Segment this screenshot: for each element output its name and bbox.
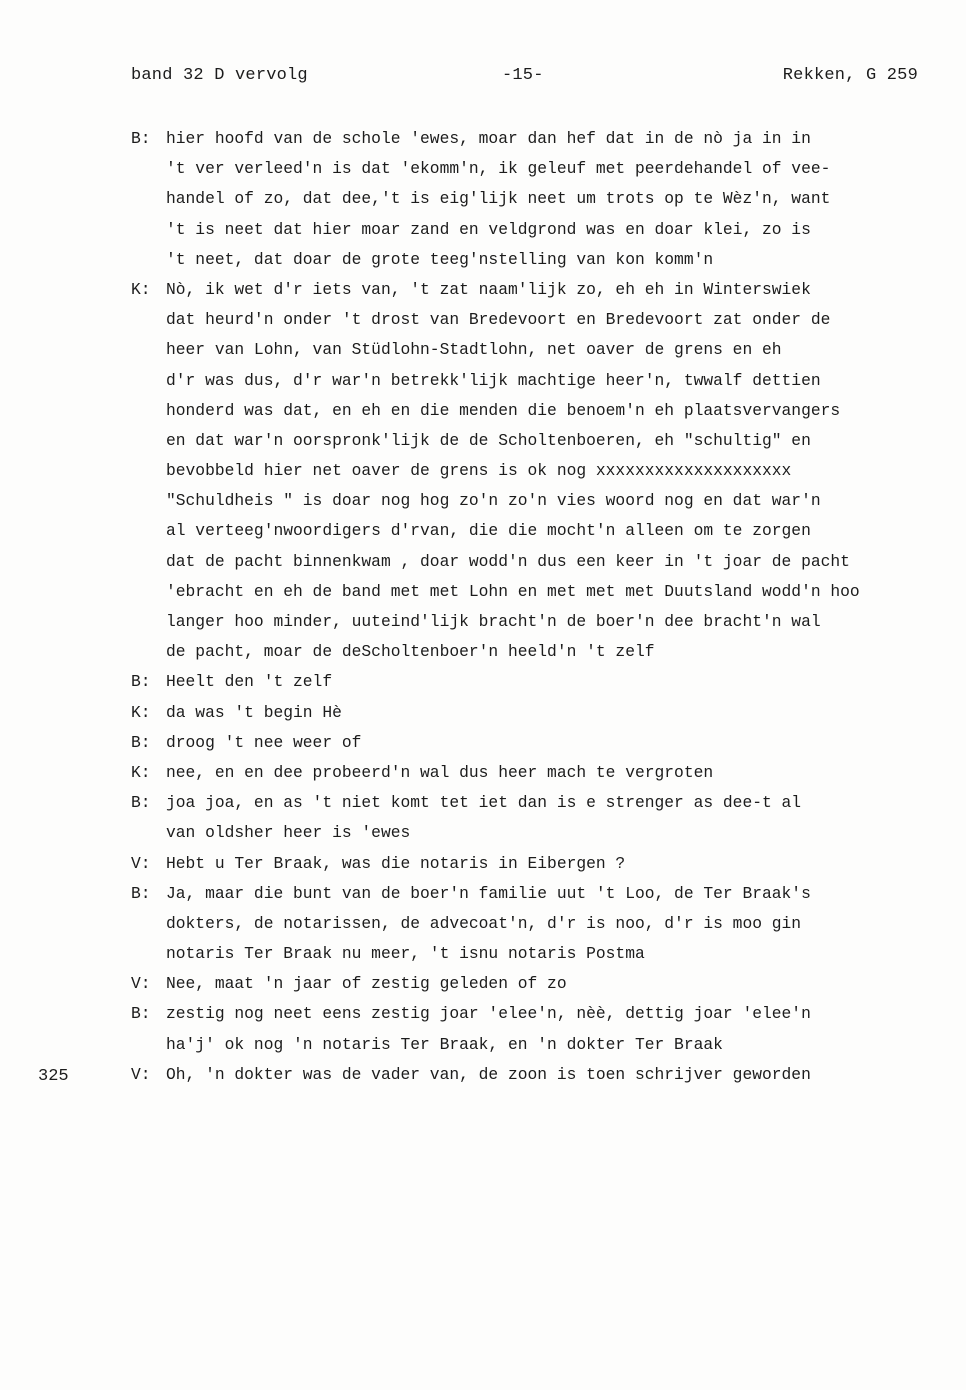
transcript-line bbox=[131, 547, 946, 577]
transcript-line bbox=[131, 1030, 946, 1060]
speaker-label bbox=[131, 426, 166, 456]
transcript-line bbox=[131, 909, 946, 939]
transcript-line bbox=[131, 879, 946, 909]
transcript-line bbox=[131, 516, 946, 546]
page-number: -15- bbox=[502, 66, 544, 85]
line-text: al verteeg'nwoordigers d'rvan, die die mocht'n alleen om te zorgen bbox=[166, 521, 811, 541]
speaker-label: B: bbox=[131, 1004, 151, 1024]
margin-counter-note: 325 bbox=[38, 1067, 69, 1086]
speaker-label bbox=[131, 396, 166, 426]
line-text: 't neet, dat doar de grote teeg'nstelling van kon komm'n bbox=[166, 249, 714, 269]
line-text: hier hoofd van de schole 'ewes, moar dan hef dat in de nò ja in in bbox=[166, 129, 811, 148]
line-text: Nee, maat 'n jaar of zestig geleden of zo bbox=[166, 974, 567, 994]
transcript-line bbox=[131, 939, 946, 969]
transcript-line bbox=[131, 637, 946, 667]
transcript-line bbox=[131, 788, 946, 818]
transcript-line bbox=[131, 154, 946, 184]
header-band-label: band 32 D vervolg bbox=[131, 66, 308, 85]
speaker-label bbox=[131, 577, 166, 607]
speaker-label: B: bbox=[131, 129, 151, 148]
transcript-line bbox=[131, 969, 946, 999]
line-text: Nò, ik wet d'r iets van, 't zat naam'lijk zo, eh eh in Winterswiek bbox=[166, 279, 811, 299]
transcript-line bbox=[131, 818, 946, 848]
transcript-line bbox=[131, 124, 946, 154]
line-text: d'r was dus, d'r war'n betrekk'lijk machtige heer'n, twwalf dettien bbox=[166, 370, 821, 390]
transcript-line bbox=[131, 758, 946, 788]
speaker-label bbox=[131, 245, 166, 275]
speaker-label: B: bbox=[131, 883, 151, 903]
transcript-line bbox=[131, 849, 946, 879]
speaker-label: V: bbox=[131, 974, 151, 994]
line-text: da was 't begin Hè bbox=[166, 702, 342, 722]
speaker-label bbox=[131, 456, 166, 486]
speaker-label: V: bbox=[131, 1064, 151, 1084]
speaker-label: V: bbox=[131, 853, 151, 873]
speaker-label bbox=[131, 939, 166, 969]
speaker-label: B: bbox=[131, 732, 151, 752]
line-text: dat heurd'n onder 't drost van Bredevoort en Bredevoort zat onder de bbox=[166, 310, 831, 330]
line-text: handel of zo, dat dee,'t is eig'lijk neet um trots op te Wèz'n, want bbox=[166, 189, 831, 209]
line-text: zestig nog neet eens zestig joar 'elee'n, nèè, dettig joar 'elee'n bbox=[166, 1004, 811, 1024]
transcript-line bbox=[131, 698, 946, 728]
line-text: honderd was dat, en eh en die menden die benoem'n eh plaatsvervangers bbox=[166, 400, 841, 420]
line-text: bevobbeld hier net oaver de grens is ok nog xxxxxxxxxxxxxxxxxxxx bbox=[166, 461, 792, 481]
line-text: 'ebracht en eh de band met met Lohn en met met met Duutsland wodd'n hoo bbox=[166, 581, 860, 601]
line-text: joa joa, en as 't niet komt tet iet dan is e strenger as dee-t al bbox=[166, 793, 802, 813]
line-text: dokters, de notarissen, de advecoat'n, d'r is noo, d'r is moo gin bbox=[166, 913, 802, 933]
line-text: nee, en en dee probeerd'n wal dus heer mach te vergroten bbox=[166, 762, 714, 782]
speaker-label bbox=[131, 486, 166, 516]
header-location: Rekken, G 259 bbox=[782, 66, 918, 85]
line-text: dat de pacht binnenkwam , doar wodd'n dus een keer in 't joar de pacht bbox=[166, 551, 850, 571]
speaker-label: K: bbox=[131, 702, 151, 722]
transcript-line bbox=[131, 728, 946, 758]
line-text: Ja, maar die bunt van de boer'n familie uut 't Loo, de Ter Braak's bbox=[166, 883, 811, 903]
speaker-label bbox=[131, 547, 166, 577]
speaker-label bbox=[131, 366, 166, 396]
transcript-body bbox=[131, 124, 946, 1090]
speaker-label: B: bbox=[131, 793, 151, 813]
line-text: Heelt den 't zelf bbox=[166, 672, 333, 692]
speaker-label bbox=[131, 607, 166, 637]
transcript-line bbox=[131, 607, 946, 637]
speaker-label bbox=[131, 184, 166, 214]
line-text: van oldsher heer is 'ewes bbox=[166, 823, 411, 843]
speaker-label: K: bbox=[131, 279, 151, 299]
line-text: Oh, 'n dokter was de vader van, de zoon is toen schrijver geworden bbox=[166, 1064, 811, 1084]
speaker-label bbox=[131, 154, 166, 184]
transcript-line bbox=[131, 1060, 946, 1090]
speaker-label: K: bbox=[131, 762, 151, 782]
line-text: 't ver verleed'n is dat 'ekomm'n, ik geleuf met peerdehandel of vee- bbox=[166, 159, 831, 179]
line-text: heer van Lohn, van Stüdlohn-Stadtlohn, net oaver de grens en eh bbox=[166, 340, 782, 360]
transcript-line bbox=[131, 999, 946, 1029]
line-text: notaris Ter Braak nu meer, 't isnu notaris Postma bbox=[166, 944, 645, 964]
line-text: Hebt u Ter Braak, was die notaris in Eibergen ? bbox=[166, 853, 626, 873]
speaker-label bbox=[131, 1030, 166, 1060]
transcript-line bbox=[131, 275, 946, 305]
transcript-line bbox=[131, 426, 946, 456]
line-text: 't is neet dat hier moar zand en veldgrond was en doar klei, zo is bbox=[166, 219, 811, 239]
speaker-label bbox=[131, 637, 166, 667]
speaker-label bbox=[131, 516, 166, 546]
speaker-label bbox=[131, 335, 166, 365]
transcript-line bbox=[131, 184, 946, 214]
line-text: langer hoo minder, uuteind'lijk bracht'n de boer'n dee bracht'n wal bbox=[166, 612, 821, 631]
speaker-label bbox=[131, 215, 166, 245]
transcript-line bbox=[131, 335, 946, 365]
line-text: de pacht, moar de deScholtenboer'n heeld'n 't zelf bbox=[166, 642, 655, 662]
transcript-line bbox=[131, 456, 946, 486]
transcript-line bbox=[131, 215, 946, 245]
line-text: "Schuldheis " is doar nog hog zo'n zo'n vies woord nog en dat war'n bbox=[166, 491, 821, 511]
line-text: en dat war'n oorspronk'lijk de de Scholtenboeren, eh "schultig" en bbox=[166, 430, 811, 450]
transcript-line bbox=[131, 667, 946, 697]
transcript-line bbox=[131, 245, 946, 275]
speaker-label bbox=[131, 909, 166, 939]
speaker-label bbox=[131, 305, 166, 335]
transcript-line bbox=[131, 366, 946, 396]
line-text: ha'j' ok nog 'n notaris Ter Braak, en 'n dokter Ter Braak bbox=[166, 1034, 723, 1054]
transcript-line bbox=[131, 396, 946, 426]
speaker-label bbox=[131, 818, 166, 848]
transcript-line bbox=[131, 305, 946, 335]
transcript-line bbox=[131, 577, 946, 607]
transcript-line bbox=[131, 486, 946, 516]
speaker-label: B: bbox=[131, 672, 151, 692]
line-text: droog 't nee weer of bbox=[166, 732, 362, 752]
